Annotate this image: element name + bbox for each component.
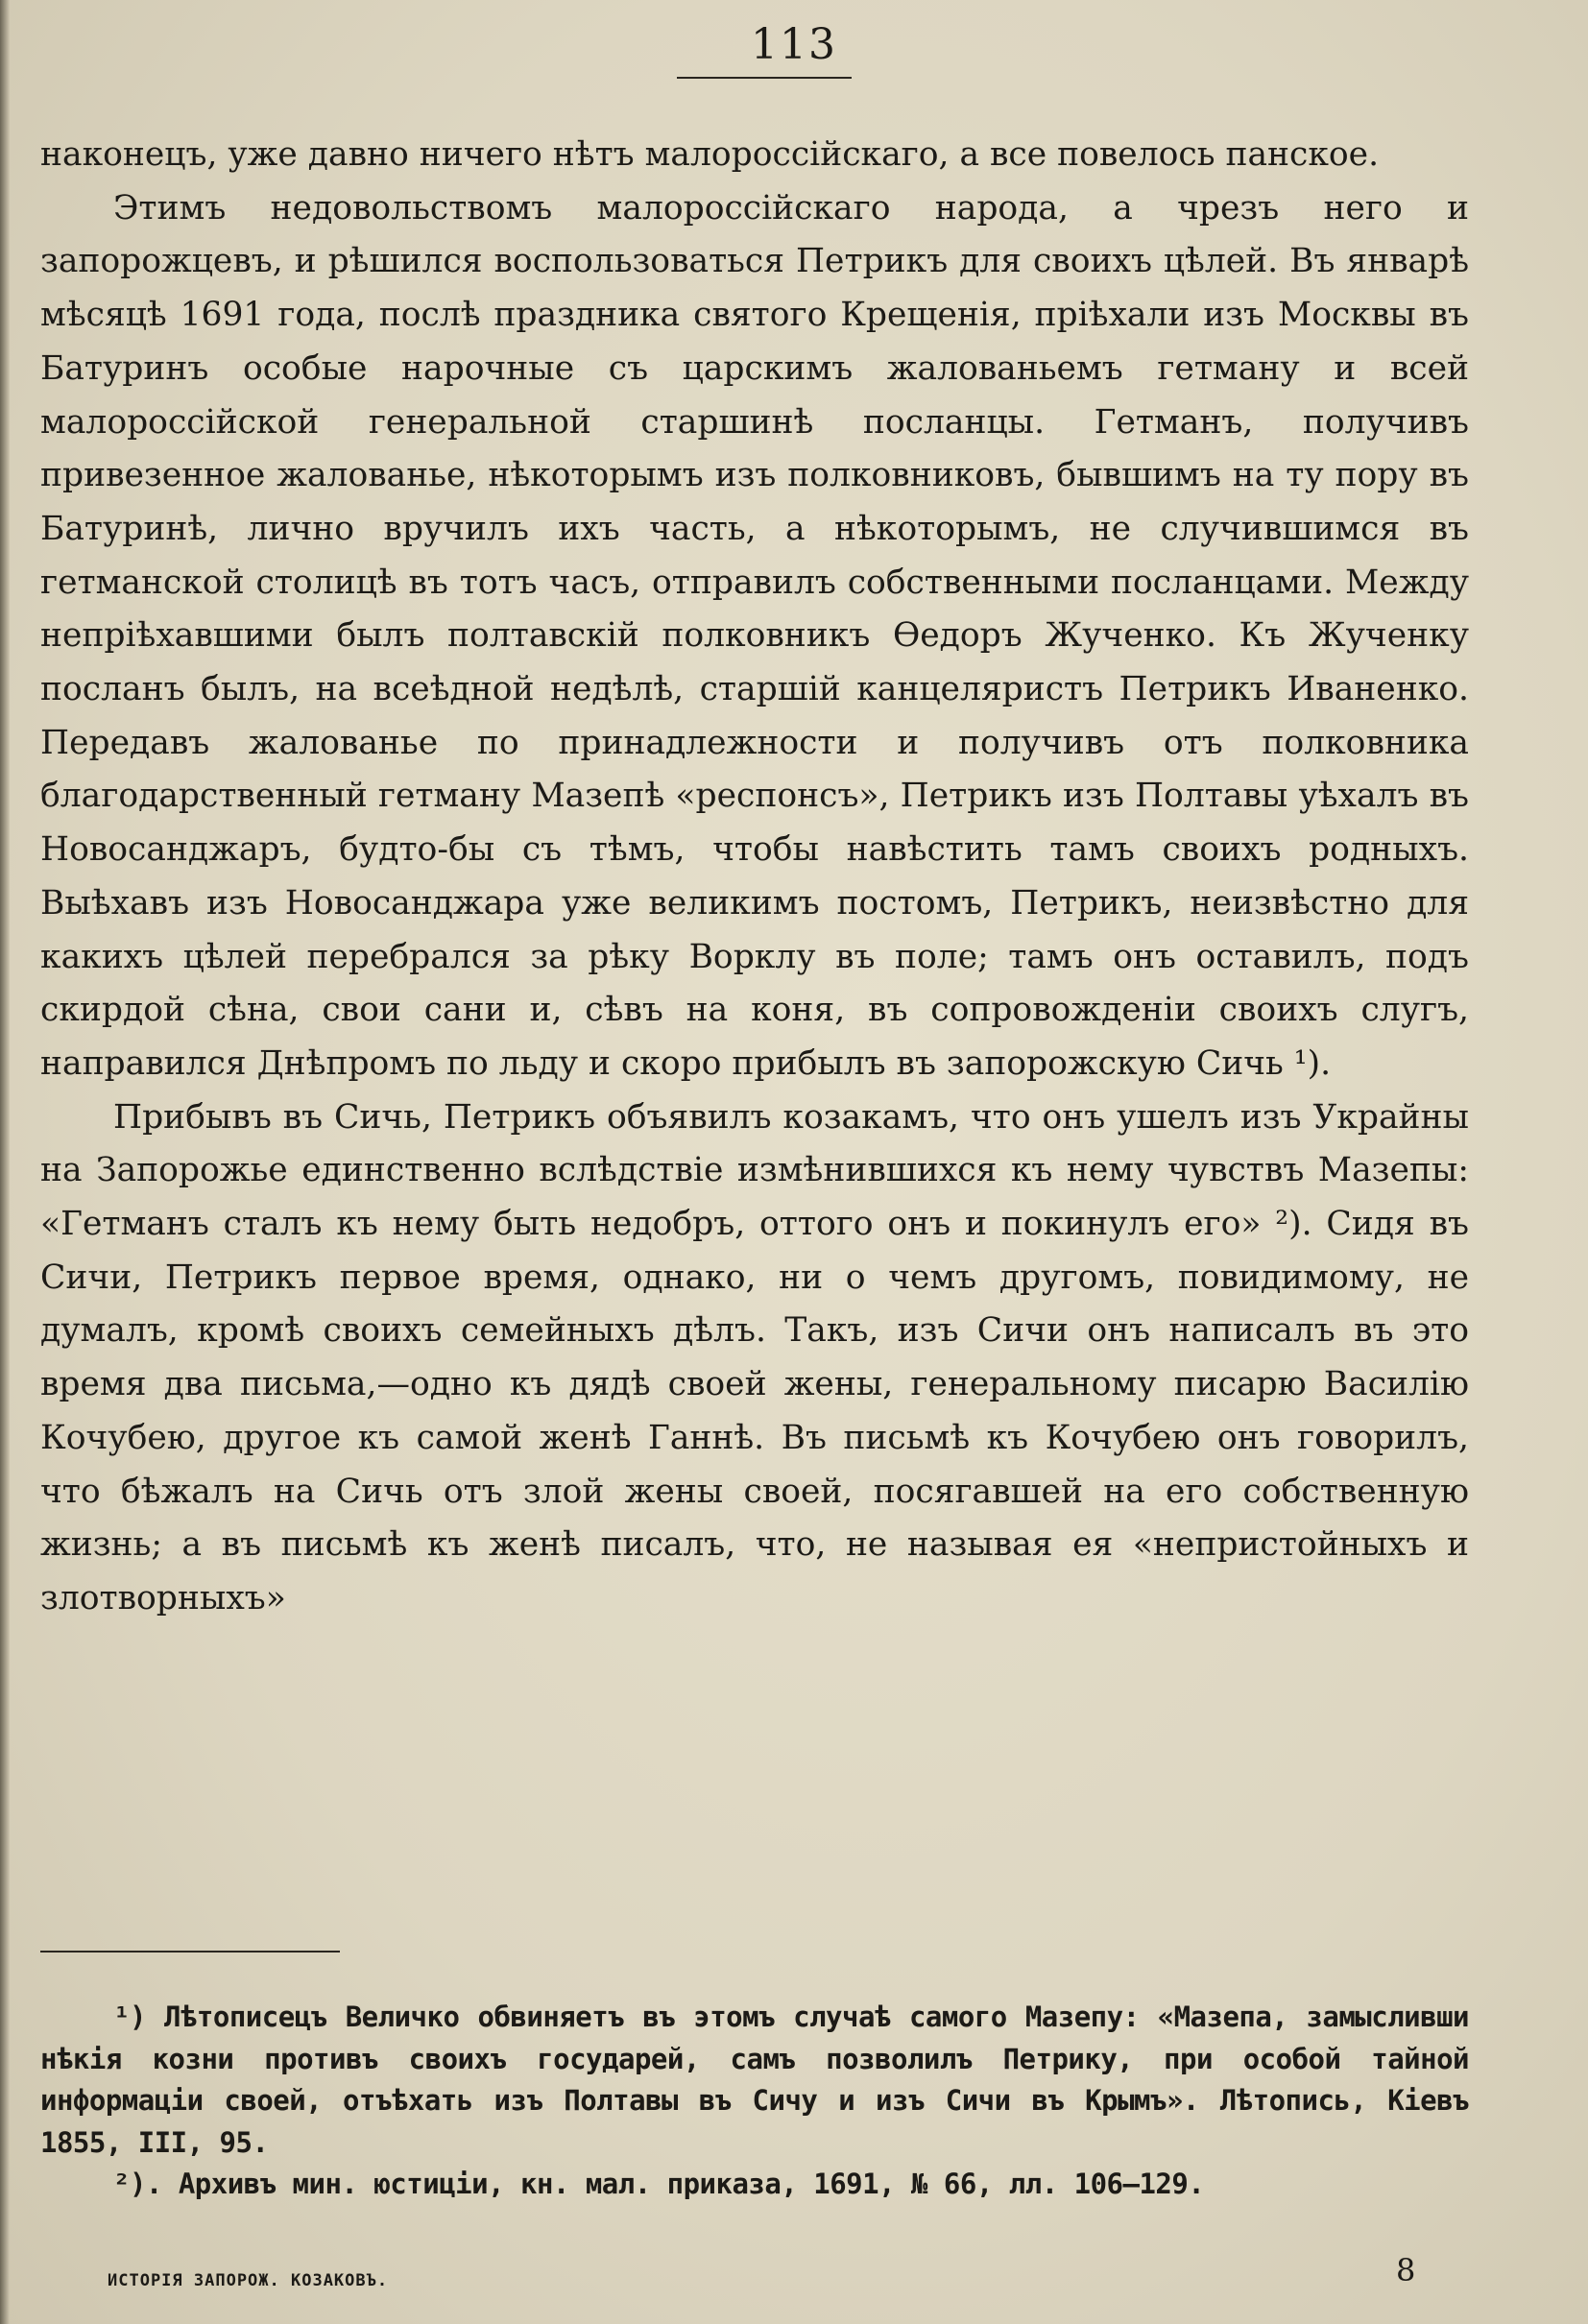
signature-number: 8: [1396, 2252, 1416, 2288]
paragraph: Этимъ недовольствомъ малороссійскаго народа, а чрезъ него и запорожцевъ, и рѣшился воспользоваться Петрикъ для своихъ цѣлей. Въ январѣ мѣсяцѣ 1691 года, послѣ праздника святого Крещенія, пріѣхали изъ Москвы въ Батуринъ особые нарочные съ царскимъ жалованьемъ гетману и всей малороссійской генеральной старшинѣ посланцы. Гетманъ, получивъ привезенное жалованье, нѣкоторымъ изъ полковниковъ, бывшимъ на ту пору въ Батуринѣ, лично вручилъ ихъ часть, а нѣкоторымъ, не случившимся въ гетманской столицѣ въ тотъ часъ, отправилъ собственными посланцами. Между непріѣхавшими былъ полтавскій полковникъ Ѳедоръ Жученко. Къ Жученку посланъ былъ, на всеѣдной недѣлѣ, старшій канцеляристъ Петрикъ Иваненко. Передавъ жалованье по принадлежности и получивъ отъ полковника благодарственный гетману Мазепѣ «респонсъ», Петрикъ изъ Полтавы уѣхалъ въ Новосанджаръ, будто-бы съ тѣмъ, чтобы навѣстить тамъ своихъ родныхъ. Выѣхавъ изъ Новосанджара уже великимъ постомъ, Петрикъ, неизвѣстно для какихъ цѣлей перебрался за рѣку Ворклу въ поле; тамъ онъ оставилъ, подъ скирдой сѣна, свои сани и, сѣвъ на коня, въ сопровожденіи своихъ слугъ, направился Днѣпромъ по льду и скоро прибылъ въ запорожскую Сичь ¹).: [40, 188, 1469, 1083]
footnotes: [40, 1997, 1469, 2206]
main-text: [40, 129, 1469, 1626]
footnote-2: ²). Архивъ мин. юстиціи, кн. мал. приказа, 1691, № 66, лл. 106—129.: [113, 2168, 1205, 2200]
header-rule: [677, 77, 852, 79]
paragraph: Прибывъ въ Сичь, Петрикъ объявилъ козакамъ, что онъ ушелъ изъ Украйны на Запорожье единственно вслѣдствіе измѣнившихся къ нему чувствъ Мазепы: «Гетманъ сталъ къ нему быть недобръ, оттого онъ и покинулъ его» ²). Сидя въ Сичи, Петрикъ первое время, однако, ни о чемъ другомъ, повидимому, не думалъ, кромѣ своихъ семейныхъ дѣлъ. Такъ, изъ Сичи онъ написалъ въ это время два письма,—одно къ дядѣ своей жены, генеральному писарю Василію Кочубею, другое къ самой женѣ Ганнѣ. Въ письмѣ къ Кочубею онъ говорилъ, что бѣжалъ на Сичь отъ злой жены своей, посягавшей на его собственную жизнь; а въ письмѣ къ женѣ писалъ, что, не называя ея «непристойныхъ и злотворныхъ»: [40, 1097, 1469, 1617]
binding-gutter: [0, 0, 10, 2324]
paragraph-continuation: наконецъ, уже давно ничего нѣтъ малороссійскаго, а все повелось панское.: [40, 135, 1380, 174]
page-number: 113: [751, 20, 837, 69]
signature-line: ИСТОРІЯ ЗАПОРОЖ. КОЗАКОВЪ.: [108, 2271, 389, 2290]
footnote-rule: [40, 1951, 340, 1953]
footnote-1: ¹) Лѣтописецъ Величко обвиняетъ въ этомъ случаѣ самого Мазепу: «Мазепа, замысливши нѣкія козни противъ своихъ государей, самъ позволилъ Петрику, при особой тайной информаціи своей, отъѣхать изъ Полтавы въ Сичу и изъ Сичи въ Крымъ». Лѣтопись, Кіевъ 1855, III, 95.: [40, 2001, 1469, 2159]
